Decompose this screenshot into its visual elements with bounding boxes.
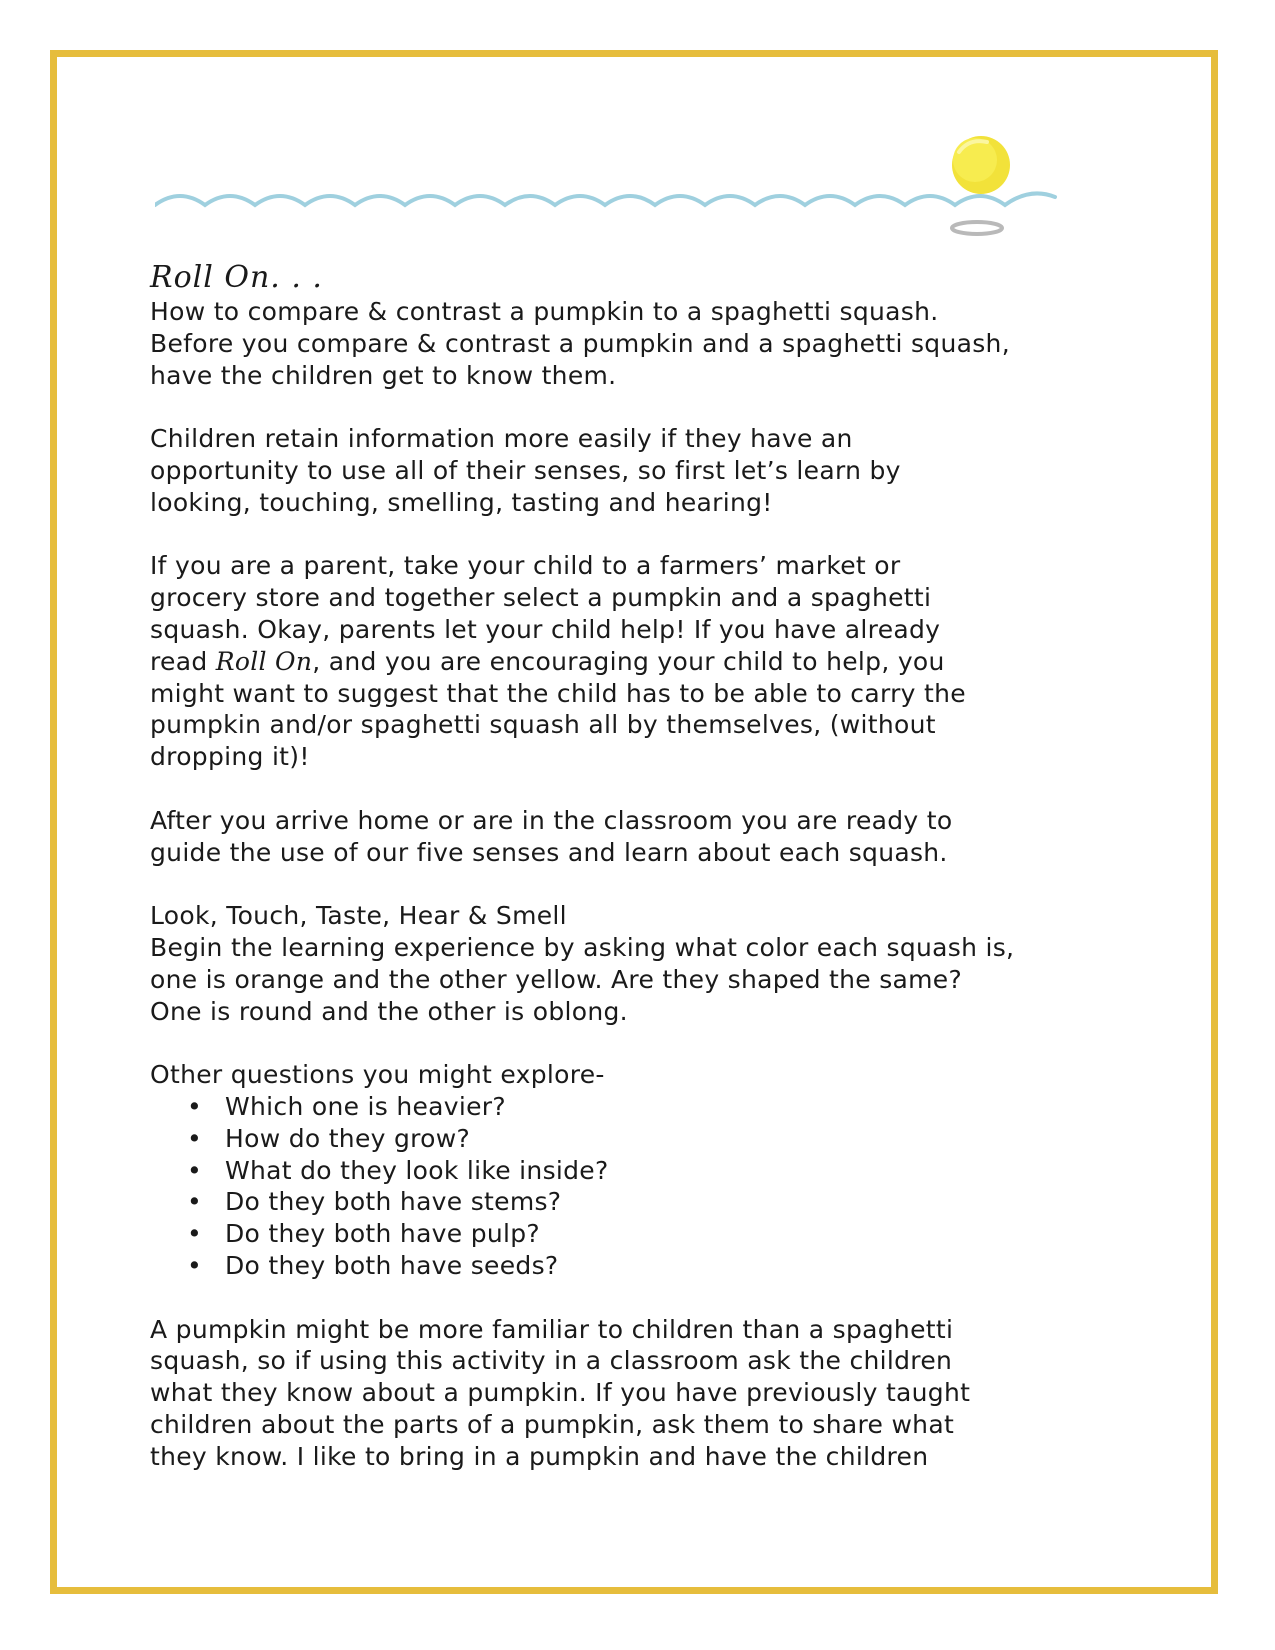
list-item [187, 1218, 1130, 1250]
intro-line: have the children get to know them. [150, 360, 617, 390]
paragraph-line: squash, so if using this activity in a classroom ask the children [150, 1346, 953, 1376]
bullet-icon: • [187, 1187, 203, 1217]
list-item-text: Do they both have pulp? [225, 1219, 541, 1249]
paragraph-line: pumpkin and/or spaghetti squash all by themselves, (without [150, 710, 936, 740]
paragraph-line: If you are a parent, take your child to a farmers’ market or [150, 551, 901, 581]
list-item-text: What do they look like inside? [225, 1155, 609, 1185]
intro-line: How to compare & contrast a pumpkin to a spaghetti squash. [150, 297, 939, 326]
section-heading: Other questions you might explore- [150, 1060, 605, 1090]
article-body [150, 262, 1130, 1504]
book-title: Roll On [215, 646, 313, 676]
list-item-text: Do they both have seeds? [225, 1250, 559, 1280]
list-item-text: Which one is heavier? [225, 1091, 506, 1121]
paragraph-text: , and you are encouraging your child to help, you [312, 646, 945, 676]
paragraph-line: children about the parts of a pumpkin, ask them to share what [150, 1409, 955, 1439]
senses-section [150, 900, 1130, 1027]
paragraph-line: grocery store and together select a pumpkin and a spaghetti [150, 583, 932, 613]
paragraph-line: After you arrive home or are in the classroom you are ready to [150, 805, 953, 835]
paragraph-line: Begin the learning experience by asking what color each squash is, [150, 932, 1015, 962]
paragraph-line: they know. I like to bring in a pumpkin and have the children [150, 1441, 929, 1471]
paragraph-line: guide the use of our five senses and learn about each squash. [150, 837, 948, 867]
page-title: Roll On. . . [150, 260, 323, 295]
bullet-icon: • [187, 1155, 203, 1185]
intro-paragraph [150, 296, 1130, 391]
bullet-icon: • [187, 1219, 203, 1249]
bullet-icon: • [187, 1250, 203, 1280]
paragraph-line: A pumpkin might be more familiar to children than a spaghetti [150, 1314, 954, 1344]
wave-line [155, 193, 1055, 205]
section-heading: Look, Touch, Taste, Hear & Smell [150, 901, 567, 931]
rolling-ball-illustration [155, 130, 1085, 260]
list-item [187, 1186, 1130, 1218]
senses-paragraph [150, 423, 1130, 518]
questions-list [150, 1091, 1130, 1282]
paragraph-line: opportunity to use all of their senses, so first let’s learn by [150, 455, 901, 485]
paragraph-line: One is round and the other is oblong. [150, 996, 628, 1026]
list-item-text: Do they both have stems? [225, 1187, 562, 1217]
paragraph-line: might want to suggest that the child has to be able to carry the [150, 678, 966, 708]
paragraph-line: looking, touching, smelling, tasting and hearing! [150, 487, 773, 517]
paragraph-line: squash. Okay, parents let your child help! If you have already [150, 614, 941, 644]
paragraph-line: one is orange and the other yellow. Are they shaped the same? [150, 964, 963, 994]
intro-line: Before you compare & contrast a pumpkin and a spaghetti squash, [150, 328, 1010, 358]
bullet-icon: • [187, 1123, 203, 1153]
list-item [187, 1250, 1130, 1282]
list-item [187, 1155, 1130, 1187]
list-item-text: How do they grow? [225, 1123, 471, 1153]
closing-paragraph [150, 1314, 1130, 1473]
questions-heading [150, 1059, 1130, 1091]
arrival-paragraph [150, 805, 1130, 869]
paragraph-line: Children retain information more easily if they have an [150, 424, 853, 454]
list-item [187, 1091, 1130, 1123]
bullet-icon: • [187, 1091, 203, 1121]
paragraph-line [150, 646, 1130, 678]
list-item [187, 1123, 1130, 1155]
parent-paragraph [150, 550, 1130, 773]
paragraph-line: what they know about a pumpkin. If you have previously taught [150, 1378, 971, 1408]
paragraph-text: read [150, 646, 216, 676]
paragraph-line: dropping it)! [150, 742, 310, 772]
ball-shadow [952, 222, 1002, 234]
